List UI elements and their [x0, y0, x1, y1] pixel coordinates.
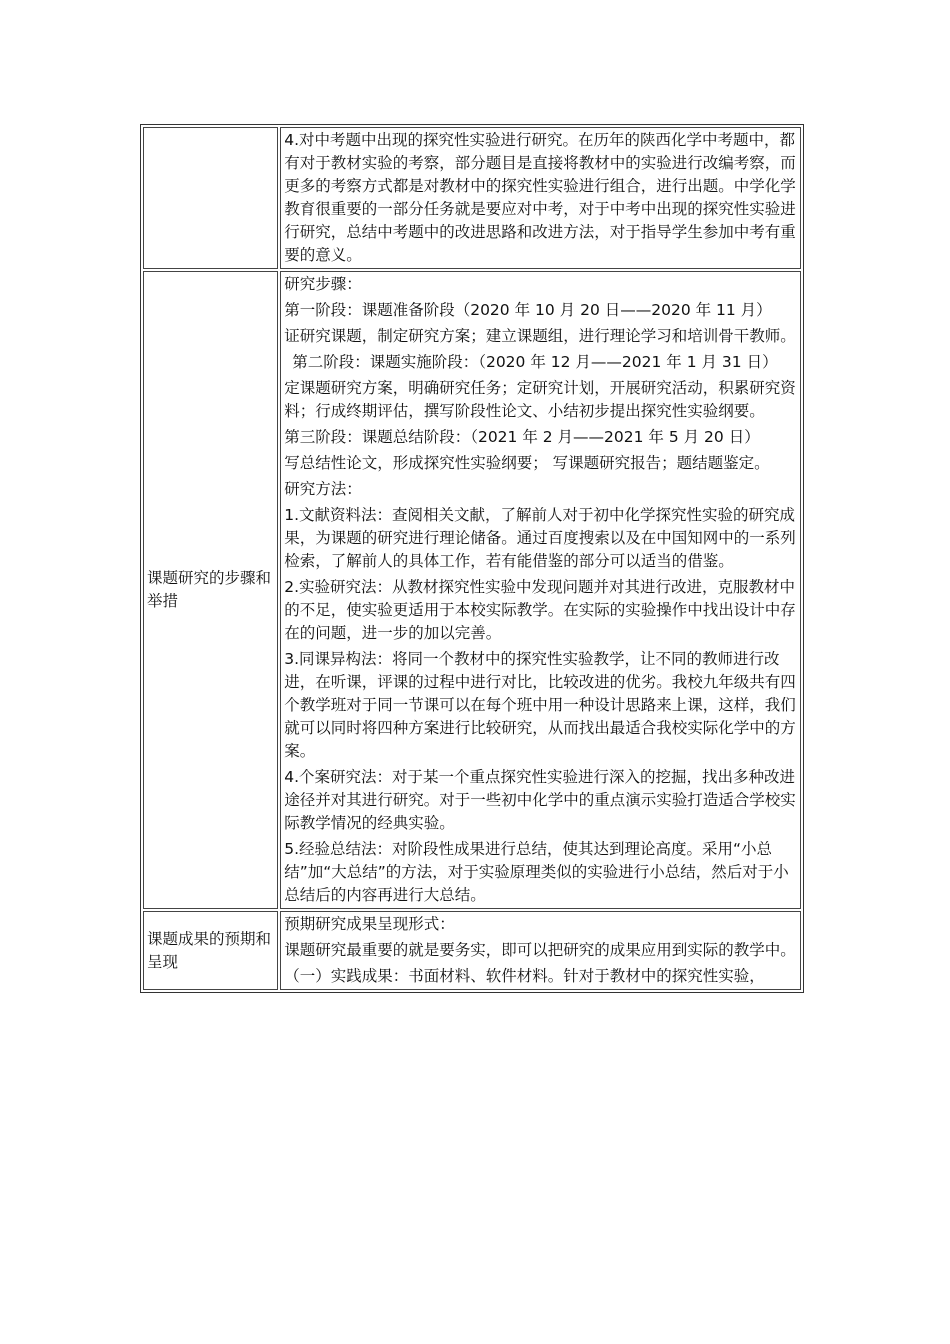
row-content: [280, 911, 801, 990]
row-content: [280, 127, 801, 269]
paragraph: 研究步骤：: [284, 275, 362, 293]
paragraph: 预期研究成果呈现形式：: [284, 915, 455, 933]
row-label: 课题研究的步骤和举措: [143, 271, 278, 909]
row-label: 课题成果的预期和呈现: [143, 911, 278, 990]
paragraph: 证研究课题，制定研究方案；建立课题组，进行理论学习和培训骨干教师。: [284, 327, 796, 345]
paragraph: 课题研究最重要的就是要务实，即可以把研究的成果应用到实际的教学中。: [284, 941, 796, 959]
table-row: [143, 911, 801, 990]
paragraph: 2.实验研究法：从教材探究性实验中发现问题并对其进行改进，克服教材中的不足，使实验更适用于本校实际教学。在实际的实验操作中找出设计中存在的问题，进一步的加以完善。: [284, 578, 796, 642]
paragraph: 研究方法：: [284, 480, 362, 498]
paragraph: （一）实践成果：书面材料、软件材料。针对于教材中的探究性实验，: [284, 967, 765, 985]
paragraph: 定课题研究方案，明确研究任务；定研究计划，开展研究活动，积累研究资料；行成终期评估，撰写阶段性论文、小结初步提出探究性实验纲要。: [284, 379, 796, 420]
paragraph: 第一阶段：课题准备阶段（2020 年 10 月 20 日——2020 年 11 月）: [284, 301, 772, 319]
row-label: [143, 127, 278, 269]
paragraph: 写总结性论文，形成探究性实验纲要； 写课题研究报告；题结题鉴定。: [284, 454, 770, 472]
paragraph: 第三阶段：课题总结阶段：（2021 年 2 月——2021 年 5 月 20 日）: [284, 428, 760, 446]
paragraph: 3.同课异构法：将同一个教材中的探究性实验教学，让不同的教师进行改进，在听课，评课的过程中进行对比，比较改进的优劣。我校九年级共有四个教学班对于同一节课可以在每个班中用一种设计思路来上课，这样，我们就可以同时将四种方案进行比较研究，从而找出最适合我校实际化学中的方案。: [284, 650, 796, 760]
paragraph: 5.经验总结法：对阶段性成果进行总结，使其达到理论高度。采用“小总结”加“大总结”的方法，对于实验原理类似的实验进行小总结，然后对于小总结后的内容再进行大总结。: [284, 840, 789, 904]
table-row: [143, 127, 801, 269]
row-content: [280, 271, 801, 909]
paragraph: 4.个案研究法：对于某一个重点探究性实验进行深入的挖掘，找出多种改进途径并对其进行研究。对于一些初中化学中的重点演示实验打造适合学校实际教学情况的经典实验。: [284, 768, 796, 832]
paragraph: 第二阶段：课题实施阶段：（2020 年 12 月——2021 年 1 月 31 日）: [292, 353, 778, 371]
table-row: [143, 271, 801, 909]
paragraph: 4.对中考题中出现的探究性实验进行研究。在历年的陕西化学中考题中，都有对于教材实验的考察，部分题目是直接将教材中的实验进行改编考察，而更多的考察方式都是对教材中的探究性实验进行组合，进行出题。中学化学教育很重要的一部分任务就是要应对中考，对于中考中出现的探究性实验进行研究，总结中考题中的改进思路和改进方法，对于指导学生参加中考有重要的意义。: [284, 131, 796, 264]
document-table: [140, 124, 804, 993]
paragraph: 1.文献资料法：查阅相关文献，了解前人对于初中化学探究性实验的研究成果，为课题的研究进行理论储备。通过百度搜索以及在中国知网中的一系列检索，了解前人的具体工作，若有能借鉴的部分可以适当的借鉴。: [284, 506, 796, 570]
